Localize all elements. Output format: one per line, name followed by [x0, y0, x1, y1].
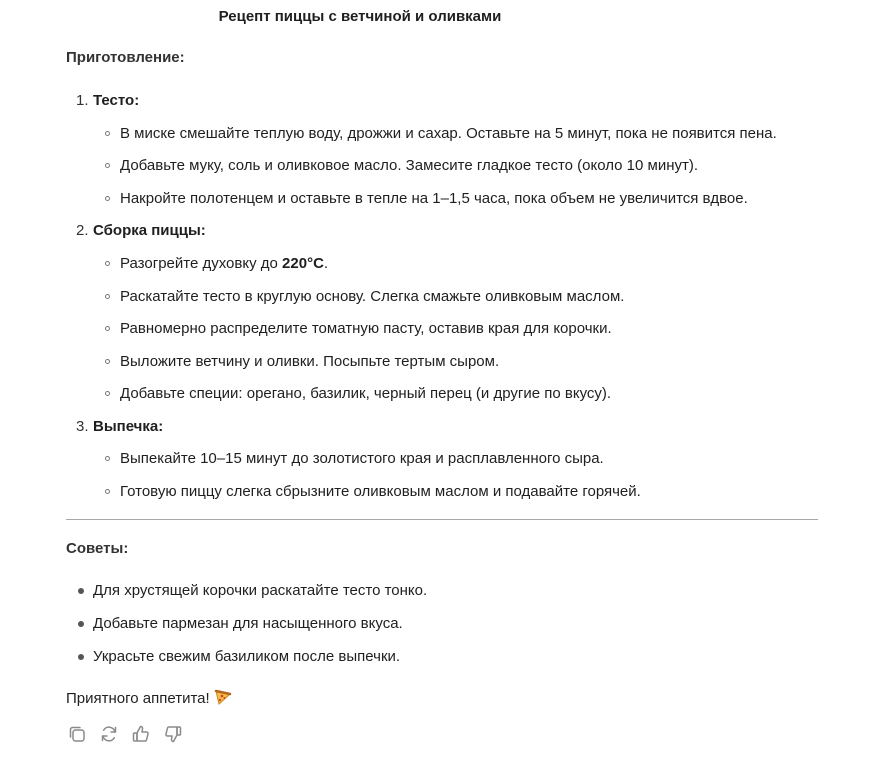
step-number: 2.: [76, 222, 89, 239]
bullet-icon: [105, 294, 110, 299]
list-item-text: Раскатайте тесто в круглую основу. Слегка смажьте оливковым маслом.: [120, 288, 625, 305]
list-item-text: В миске смешайте теплую воду, дрожжи и сахар. Оставьте на 5 минут, пока не появится пена.: [120, 125, 777, 142]
bullet-icon: [105, 391, 110, 396]
oven-temperature: 220°C: [282, 255, 324, 272]
bullet-icon: [78, 654, 84, 660]
list-item: [120, 124, 777, 144]
bullet-icon: [105, 163, 110, 168]
pizza-icon: [214, 688, 232, 712]
list-item-text: Равномерно распределите томатную пасту, оставив края для корочки.: [120, 320, 612, 337]
list-item-text: Выложите ветчину и оливки. Посыпьте тертым сыром.: [120, 353, 500, 370]
bullet-icon: [105, 489, 110, 494]
list-item: [120, 254, 328, 274]
list-item: [120, 319, 612, 339]
list-item-text-end: .: [323, 255, 329, 272]
tip-item: [93, 647, 400, 667]
bullet-icon: [105, 326, 110, 331]
closing-text: Приятного аппетита!: [66, 690, 210, 707]
tip-item: [93, 614, 403, 634]
tip-item: [93, 581, 427, 601]
thumbs-up-icon: [131, 724, 151, 744]
thumbs-down-button[interactable]: [162, 723, 184, 745]
regenerate-icon: [99, 724, 119, 744]
tip-text: Украсьте свежим базиликом после выпечки.: [93, 648, 401, 665]
step-title: Выпечка:: [93, 418, 164, 435]
thumbs-down-icon: [163, 724, 183, 744]
list-item: [120, 384, 611, 404]
message-actions-toolbar: [66, 723, 184, 745]
bullet-icon: [78, 588, 84, 594]
tip-text: Добавьте пармезан для насыщенного вкуса.: [93, 615, 403, 632]
list-item-text: Накройте полотенцем и оставьте в тепле на 1–1,5 часа, пока объем не увеличится вдвое.: [120, 190, 748, 207]
page-title: Рецепт пиццы с ветчиной и оливками: [218, 8, 502, 25]
step-title: Тесто:: [93, 92, 140, 109]
step-number: 1.: [76, 92, 89, 109]
list-item-text: Готовую пиццу слегка сбрызните оливковым маслом и подавайте горячей.: [120, 483, 641, 500]
list-item: [120, 482, 641, 502]
list-item: [120, 449, 604, 469]
divider: [66, 519, 818, 520]
list-item-text: Добавьте муку, соль и оливковое масло. Замесите гладкое тесто (около 10 минут).: [120, 157, 699, 174]
thumbs-up-button[interactable]: [130, 723, 152, 745]
list-item-text: Разогрейте духовку до: [120, 255, 283, 272]
step-title: Сборка пиццы:: [93, 222, 206, 239]
bullet-icon: [105, 131, 110, 136]
list-item-text: Выпекайте 10–15 минут до золотистого края и расплавленного сыра.: [120, 450, 604, 467]
bullet-icon: [105, 456, 110, 461]
preparation-heading: Приготовление:: [66, 49, 185, 66]
list-item: [120, 287, 624, 307]
regenerate-button[interactable]: [98, 723, 120, 745]
tip-text: Для хрустящей корочки раскатайте тесто тонко.: [93, 582, 428, 599]
bullet-icon: [105, 261, 110, 266]
closing-line: [66, 688, 232, 712]
list-item: [120, 352, 499, 372]
list-item: [120, 156, 698, 176]
bullet-icon: [78, 621, 84, 627]
list-item-text: Добавьте специи: орегано, базилик, черный перец (и другие по вкусу).: [120, 385, 612, 402]
bullet-icon: [105, 359, 110, 364]
copy-button[interactable]: [66, 723, 88, 745]
list-item: [120, 189, 748, 209]
tips-heading: Советы:: [66, 540, 129, 557]
bullet-icon: [105, 196, 110, 201]
step-number: 3.: [76, 418, 89, 435]
copy-icon: [67, 724, 87, 744]
